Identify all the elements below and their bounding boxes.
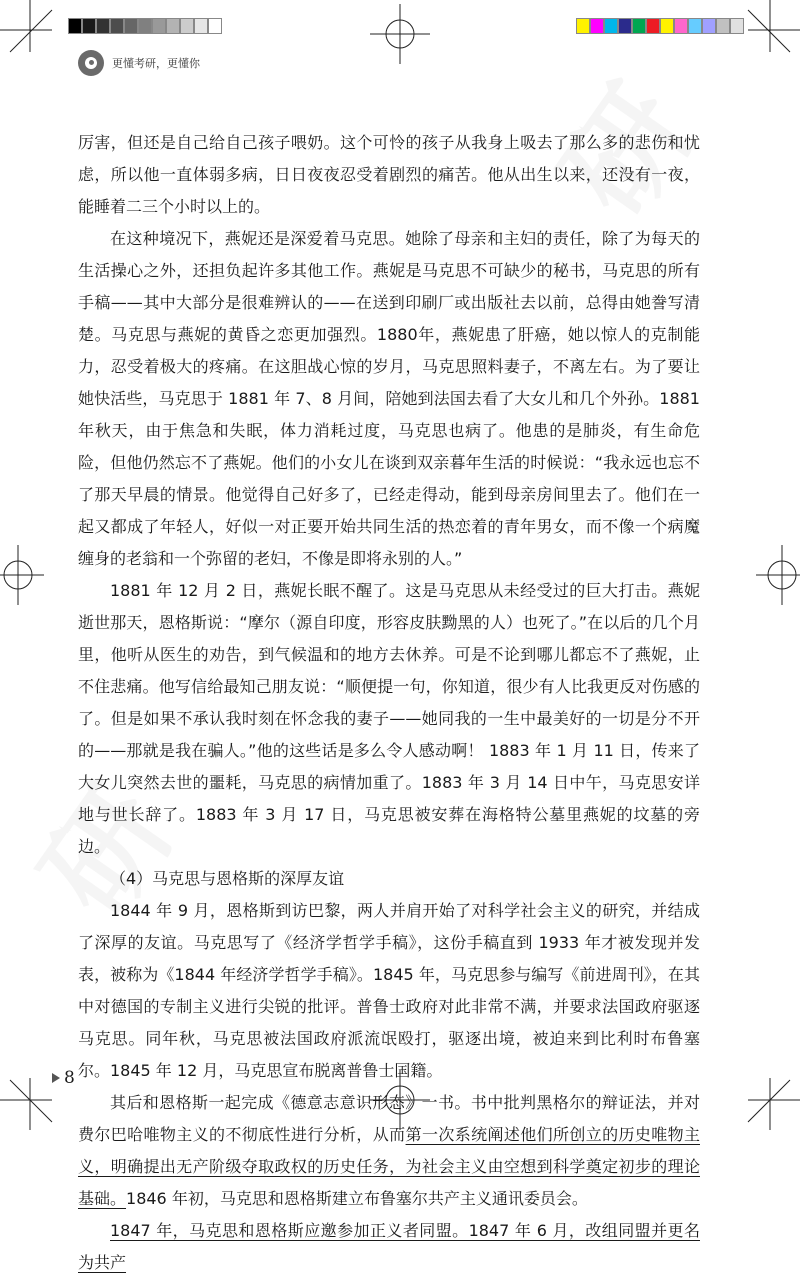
color-calibration-bar [576, 18, 744, 34]
page-number-text: 8 [64, 1068, 75, 1088]
paragraph: 在这种境况下，燕妮还是深爱着马克思。她除了母亲和主妇的责任，除了为每天的生活操心之外，还担负起许多其他工作。燕妮是马克思不可缺少的秘书，马克思的所有手稿——其中大部分是很难辨认的——在送到印刷厂或出版社去以前，总得由她誊写清楚。马克思与燕妮的黄昏之恋更加强烈。1880年，燕妮患了肝癌，她以惊人的克制能力，忍受着极大的疼痛。在这胆战心惊的岁月，马克思照料妻子，不离左右。为了要让她快活些，马克思于 1881 年 7、8 月间，陪她到法国去看了大女儿和几个外孙。1881 年秋天，由于焦急和失眠，体力消耗过度，马克思也病了。他患的是肺炎，有生命危险，但他仍然忘不了燕妮。他们的小女儿在谈到双亲暮年生活的时候说：“我永远也忘不了那天早晨的情景。他觉得自己好多了，已经走得动，能到母亲房间里去了。他们在一起又都成了年轻人，好似一对正要开始共同生活的热恋着的青年男女，而不像一个病魔缠身的老翁和一个弥留的老妇，不像是即将永别的人。” [78, 229, 700, 568]
color-swatch [632, 18, 646, 34]
gray-swatch [208, 18, 222, 34]
color-swatch [688, 18, 702, 34]
paragraph: 厉害，但还是自己给自己孩子喂奶。这个可怜的孩子从我身上吸去了那么多的悲伤和忧虑，所以他一直体弱多病，日日夜夜忍受着剧烈的痛苦。他从出生以来，还没有一夜，能睡着二三个小时以上的。 [78, 133, 700, 216]
color-swatch [646, 18, 660, 34]
color-swatch [716, 18, 730, 34]
header-tagline: 更懂考研，更懂你 [112, 57, 200, 70]
paragraph-text: 1846 年初，马克思和恩格斯建立布鲁塞尔共产主义通讯委员会。 [126, 1189, 588, 1208]
gray-swatch [152, 18, 166, 34]
color-swatch [604, 18, 618, 34]
gray-swatch [96, 18, 110, 34]
gray-calibration-bar [68, 18, 222, 34]
gray-swatch [180, 18, 194, 34]
paragraph-text: 其后和恩格斯一起完成《德意志意识形态》一书。书中批判黑格尔的辩证法，并对费尔巴哈唯物主义的不彻底性进行分析，从而 [78, 1093, 700, 1144]
color-swatch [674, 18, 688, 34]
underlined-text: 1847 年，马克思和恩格斯应邀参加正义者同盟。1847 年 6 月，改组同盟并更名为共产 [78, 1221, 700, 1272]
color-swatch [730, 18, 744, 34]
paragraph: 1881 年 12 月 2 日，燕妮长眠不醒了。这是马克思从未经受过的巨大打击。燕妮逝世那天，恩格斯说：“摩尔（源自印度，形容皮肤黝黑的人）也死了。”在以后的几个月里，他听从医生的劝告，到气候温和的地方去休养。可是不论到哪儿都忘不了燕妮，止不住悲痛。他写信给最知己朋友说：“顺便提一句，你知道，很少有人比我更反对伤感的了。但是如果不承认我时刻在怀念我的妻子——她同我的一生中最美好的一切是分不开的——那就是我在骗人。”他的这些话是多么令人感动啊！ 1883 年 1 月 11 日，传来了大女儿突然去世的噩耗，马克思的病情加重了。1883 年 3 月 14 日中午，马克思安详地与世长辞了。1883 年 3 月 17 日，马克思被安葬在海格特公墓里燕妮的坟墓的旁边。 [78, 581, 700, 856]
crop-mark [0, 543, 46, 607]
color-swatch [660, 18, 674, 34]
color-swatch [702, 18, 716, 34]
gray-swatch [194, 18, 208, 34]
gray-swatch [68, 18, 82, 34]
color-swatch [618, 18, 632, 34]
paragraph: 1844 年 9 月，恩格斯到访巴黎，两人并肩开始了对科学社会主义的研究，并结成了深厚的友谊。马克思写了《经济学哲学手稿》，这份手稿直到 1933 年才被发现并发表，被称为《1844 年经济学哲学手稿》。1845 年，马克思参与编写《前进周刊》，在其中对德国的专制主义进行尖锐的批评。普鲁士政府对此非常不满，并要求法国政府驱逐马克思。同年秋，马克思被法国政府派流氓殴打，驱逐出境，被迫来到比利时布鲁塞尔。1845 年 12 月，马克思宣布脱离普鲁士国籍。 [78, 901, 700, 1080]
crop-mark [0, 1070, 60, 1130]
paragraph [78, 1215, 700, 1279]
crop-mark [360, 2, 440, 66]
color-swatch [590, 18, 604, 34]
page-content [78, 127, 700, 1279]
paragraph [78, 1087, 700, 1215]
color-swatch [576, 18, 590, 34]
page-number [52, 1068, 75, 1088]
gray-swatch [82, 18, 96, 34]
crop-mark [740, 0, 800, 60]
crop-mark [740, 1070, 800, 1130]
gray-swatch [166, 18, 180, 34]
triangle-icon [52, 1073, 60, 1083]
underlined-text: 第一次系统阐述他们所创立的历史唯物主义，明确提出无产阶级夺取政权的历史任务，为社会主义由空想到科学奠定初步的理论基础。 [78, 1125, 700, 1208]
section-heading: （4）马克思与恩格斯的深厚友谊 [110, 869, 345, 888]
brand-logo-icon [78, 50, 104, 76]
gray-swatch [124, 18, 138, 34]
gray-swatch [110, 18, 124, 34]
crop-mark [754, 543, 800, 607]
gray-swatch [138, 18, 152, 34]
crop-mark [0, 0, 60, 60]
page-header [78, 50, 200, 76]
